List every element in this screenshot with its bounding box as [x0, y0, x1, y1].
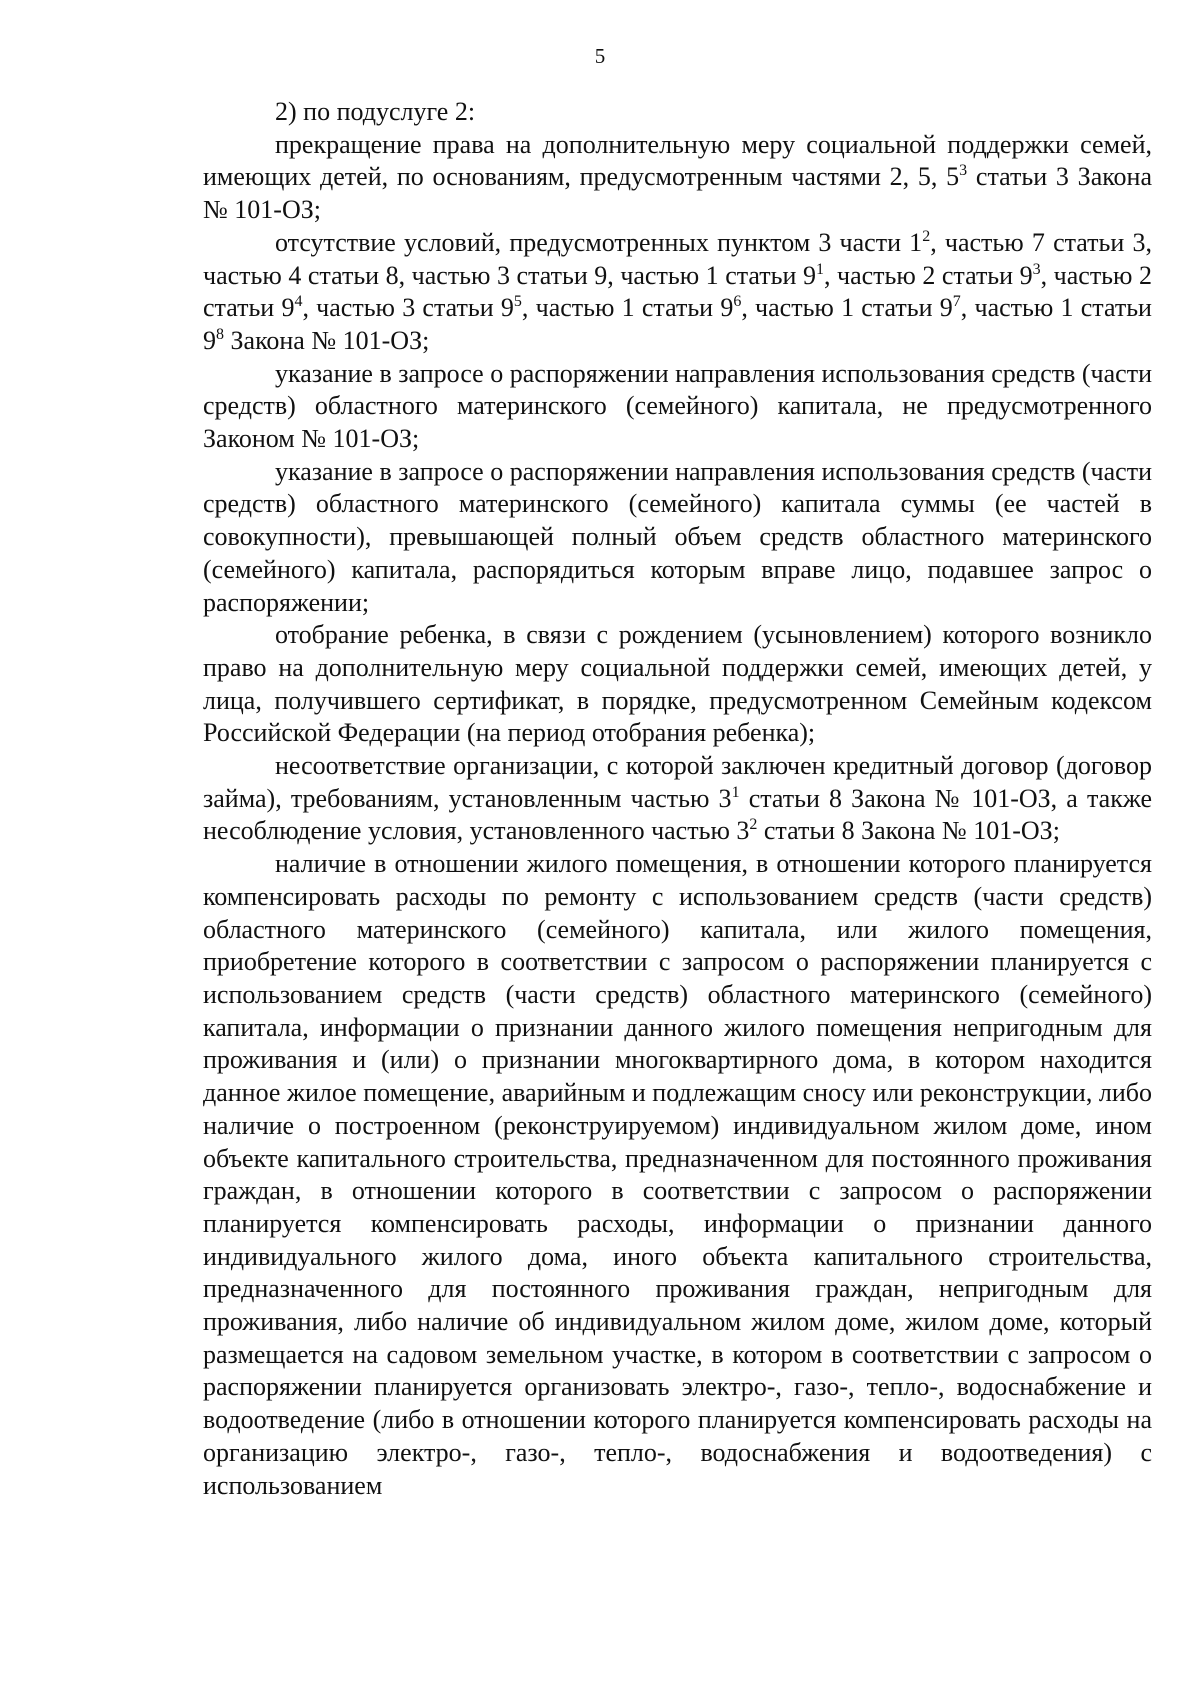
- document-body: [203, 96, 1152, 1502]
- paragraph-absence-of-conditions: [203, 227, 1152, 358]
- paragraph-subservice-heading: [203, 96, 1152, 129]
- superscript: 3: [1032, 260, 1041, 278]
- superscript: 1: [731, 783, 740, 801]
- paragraph-credit-organization: [203, 750, 1152, 848]
- text-segment: , частью 2 статьи 9: [203, 260, 1152, 323]
- paragraph-text: 2) по подуслуге 2:: [275, 97, 476, 126]
- superscript: 5: [513, 293, 522, 311]
- paragraph-housing-unfit: [203, 848, 1152, 1502]
- text-segment: Закона № 101-ОЗ;: [224, 325, 430, 355]
- paragraph-unprovided-direction: [203, 358, 1152, 456]
- paragraph-exceeding-amount: [203, 456, 1152, 620]
- paragraph-text: наличие в отношении жилого помещения, в отношении которого планируется компенсировать расходы по ремонту с использованием средств (части средств) областного материнского (семейного) капитала, или жилого помещения, приобретение которого в соответствии с запросом о распоряжении планируется с использованием средств (части средств) областного материнского (семейного) капитала, информации о признании данного жилого помещения непригодным для проживания и (или) о признании многоквартирного дома, в котором находится данное жилое помещение, аварийным и подлежащим сносу или реконструкции, либо наличие о построенном (реконструируемом) индивидуальном жилом доме, ином объекте капитального строительства, предназначенном для постоянного проживания граждан, в отношении которого в соответствии с запросом о распоряжении планируется компенсировать расходы, информации о признании данного индивидуального жилого дома, иного объекта капитального строительства, предназначенного для постоянного проживания граждан, непригодным для проживания, либо наличие об индивидуальном жилом доме, жилом доме, который размещается на садовом земельном участке, в котором в соответствии с запросом о распоряжении планируется организовать электро-, газо-, тепло-, водоснабжение и водоотведение (либо в отношении которого планируется компенсировать расходы на организацию электро-, газо-, тепло-, водоснабжения и водоотведения) с использованием: [203, 849, 1152, 1500]
- text-segment: статьи 3 Закона № 101-ОЗ;: [203, 162, 1152, 225]
- paragraph-termination-of-right: [203, 129, 1152, 227]
- text-segment: статьи 8 Закона № 101-ОЗ, а также несоблюдение условия, установленного частью 3: [203, 783, 1152, 846]
- text-segment: статьи 8 Закона № 101-ОЗ;: [757, 816, 1060, 846]
- text-segment: , частью 3 статьи 9: [302, 293, 514, 323]
- text-segment: , частью 7 статьи 3, частью 4 статьи 8, частью 3 статьи 9, частью 1 статьи 9: [203, 227, 1152, 290]
- superscript: 2: [749, 816, 758, 834]
- text-segment: прекращение права на дополнительную меру социальной поддержки семей, имеющих детей, по основаниям, предусмотренным частями 2, 5, 5: [203, 129, 1152, 192]
- superscript: 7: [952, 293, 961, 311]
- text-segment: , частью 1 статьи 9: [741, 293, 953, 323]
- superscript: 3: [959, 162, 968, 180]
- text-segment: , частью 1 статьи 9: [203, 293, 1152, 355]
- paragraph-text: указание в запросе о распоряжении направления использования средств (части средств) областного материнского (семейного) капитала суммы (ее частей в совокупности), превышающей полный объем средств областного материнского (семейного) капитала, распорядиться которым вправе лицо, подавшее запрос о распоряжении;: [203, 456, 1152, 617]
- superscript: 6: [733, 293, 742, 311]
- superscript: 2: [922, 227, 931, 245]
- text-segment: , частью 2 статьи 9: [823, 260, 1033, 290]
- text-segment: , частью 1 статьи 9: [521, 293, 734, 323]
- paragraph-child-removal: [203, 619, 1152, 750]
- text-segment: отсутствие условий, предусмотренных пунктом 3 части 1: [275, 227, 923, 257]
- text-segment: несоответствие организации, с которой заключен кредитный договор (договор займа), требованиям, установленным частью 3: [203, 751, 1152, 813]
- page-number: 5: [594, 44, 606, 68]
- superscript: 4: [294, 293, 303, 311]
- superscript: 8: [216, 325, 224, 343]
- superscript: 1: [815, 260, 824, 278]
- paragraph-text: указание в запросе о распоряжении направления использования средств (части средств) областного материнского (семейного) капитала, не предусмотренного Законом № 101-ОЗ;: [203, 358, 1152, 454]
- paragraph-text: отобрание ребенка, в связи с рождением (усыновлением) которого возникло право на дополнительную меру социальной поддержки семей, имеющих детей, у лица, получившего сертификат, в порядке, предусмотренном Семейным кодексом Российской Федерации (на период отобрания ребенка);: [203, 620, 1152, 748]
